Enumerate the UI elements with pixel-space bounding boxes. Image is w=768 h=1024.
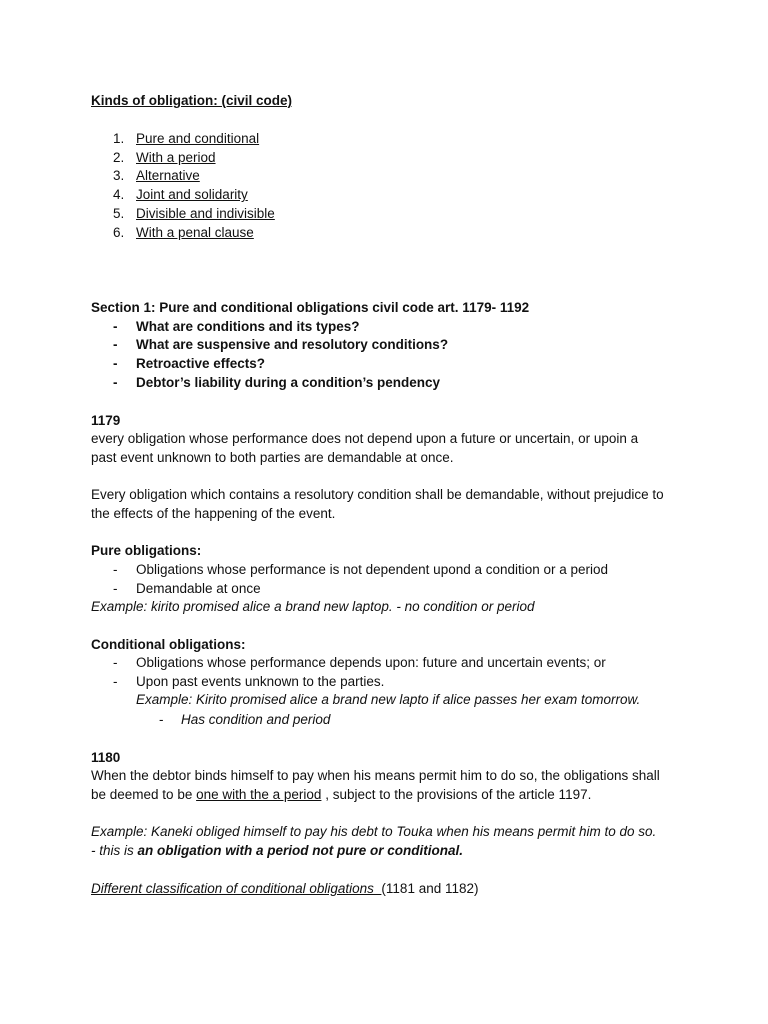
list-item: With a penal clause	[136, 225, 254, 240]
paragraph-line: past event unknown to both parties are demandable at once.	[91, 450, 454, 465]
paragraph-line: Every obligation which contains a resolutory condition shall be demandable, without prejudice to	[91, 487, 664, 502]
list-item: Demandable at once	[136, 581, 261, 596]
list-item: Obligations whose performance depends upon: future and uncertain events; or	[136, 655, 606, 670]
list-item: Alternative	[136, 168, 200, 183]
classification-line	[91, 880, 479, 898]
paragraph-text: be deemed to be	[91, 787, 197, 802]
paragraph-line	[91, 786, 591, 804]
section-title: Section 1: Pure and conditional obligations civil code art. 1179- 1192	[91, 300, 530, 315]
example-text: Example: Kaneki obliged himself to pay his debt to Touka when his means permit him to do so.	[91, 824, 657, 839]
list-item-number: 2.	[113, 150, 125, 165]
article-number: 1180	[91, 750, 121, 765]
list-item: What are conditions and its types?	[136, 319, 360, 334]
list-item: What are suspensive and resolutory conditions?	[136, 337, 449, 352]
paragraph-text: , subject to the provisions of the article 1197.	[321, 787, 592, 802]
list-item: Divisible and indivisible	[136, 206, 275, 221]
example-text: Example: kirito promised alice a brand new laptop. - no condition or period	[91, 599, 535, 614]
subheading: Conditional obligations:	[91, 637, 246, 652]
classification-link: Different classification of conditional obligations	[91, 881, 382, 896]
list-item-number: 5.	[113, 206, 125, 221]
list-item: Has condition and period	[181, 712, 331, 727]
bullet-dash: -	[113, 674, 118, 689]
bullet-dash: -	[113, 337, 118, 352]
example-text: Example: Kirito promised alice a brand new lapto if alice passes her exam tomorrow.	[136, 692, 641, 707]
list-item: With a period	[136, 150, 216, 165]
bullet-dash: -	[113, 655, 118, 670]
list-item: Debtor’s liability during a condition’s pendency	[136, 375, 441, 390]
bullet-dash: -	[113, 356, 118, 371]
document-heading: Kinds of obligation: (civil code)	[91, 93, 292, 108]
list-item: Retroactive effects?	[136, 356, 266, 371]
list-item-number: 1.	[113, 131, 125, 146]
bullet-dash: -	[159, 712, 164, 727]
underlined-phrase: one with the a period	[196, 787, 322, 802]
list-item-number: 6.	[113, 225, 125, 240]
article-number: 1179	[91, 413, 121, 428]
bullet-dash: -	[113, 562, 118, 577]
list-item-number: 3.	[113, 168, 125, 183]
bullet-dash: -	[113, 319, 118, 334]
subheading: Pure obligations:	[91, 543, 202, 558]
bullet-dash: -	[113, 581, 118, 596]
list-item: Upon past events unknown to the parties.	[136, 674, 385, 689]
paragraph-line: the effects of the happening of the event.	[91, 506, 336, 521]
list-item: Joint and solidarity	[136, 187, 248, 202]
paragraph-line	[91, 842, 463, 860]
emphasis-text: an obligation with a period not pure or conditional.	[137, 843, 464, 858]
list-item-number: 4.	[113, 187, 125, 202]
paragraph-line: every obligation whose performance does not depend upon a future or uncertain, or upoin a	[91, 431, 639, 446]
example-text: - this is	[91, 843, 138, 858]
classification-suffix: (1181 and 1182)	[381, 881, 479, 896]
bullet-dash: -	[113, 375, 118, 390]
list-item: Obligations whose performance is not dependent upond a condition or a period	[136, 562, 609, 577]
paragraph-line: When the debtor binds himself to pay when his means permit him to do so, the obligations shall	[91, 768, 660, 783]
list-item: Pure and conditional	[136, 131, 260, 146]
